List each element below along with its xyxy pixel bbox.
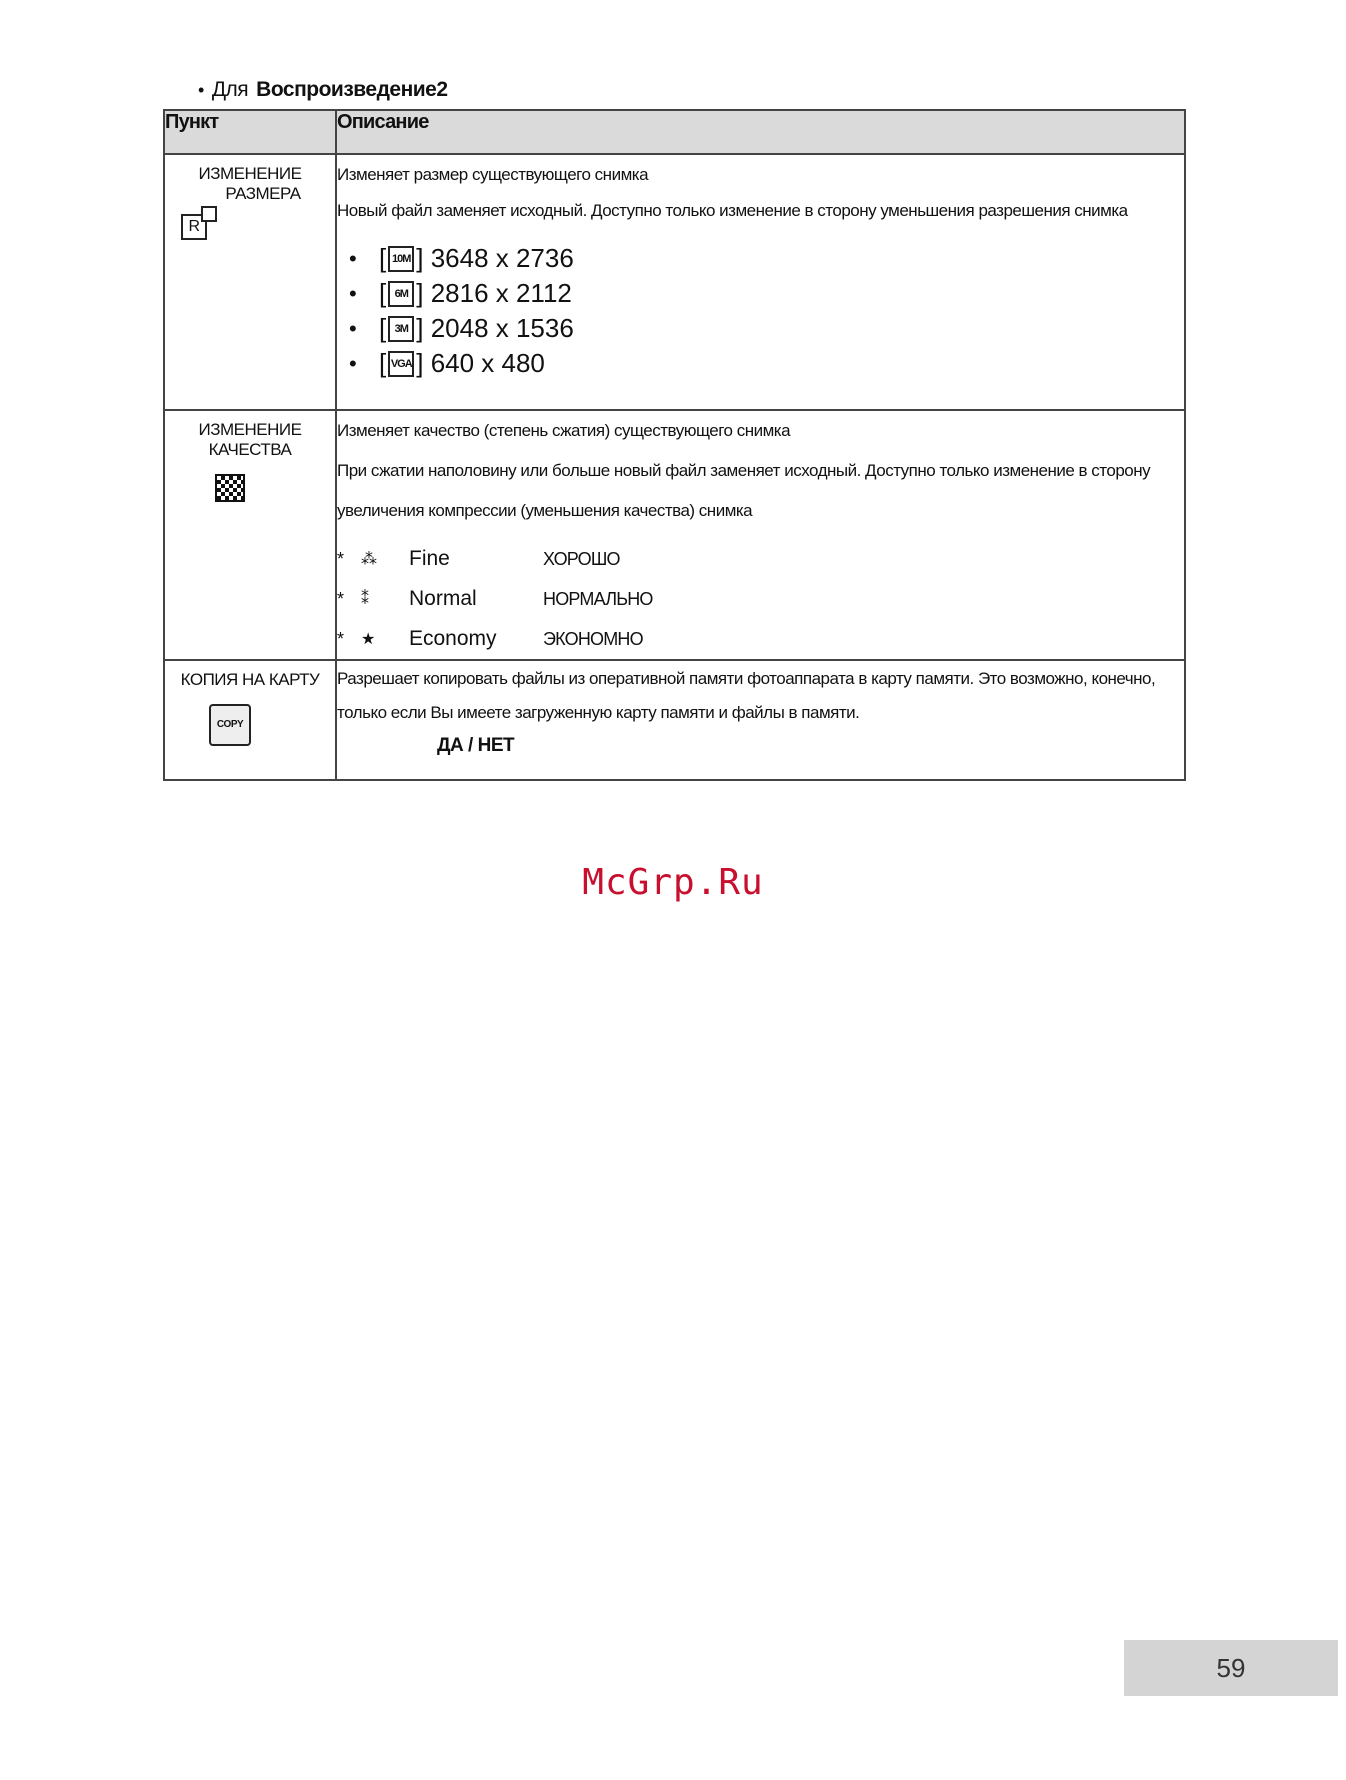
- description-text: увеличения компрессии (уменьшения качества) снимка: [337, 501, 753, 520]
- list-bullet: *: [337, 548, 344, 569]
- resize-icon: [165, 206, 335, 246]
- description-cell-copy: [336, 660, 1185, 780]
- description-text: Новый файл заменяет исходный. Доступно только изменение в сторону уменьшения разрешения снимка: [337, 201, 1128, 220]
- description-text: Изменяет качество (степень сжатия) существующего снимка: [337, 421, 791, 440]
- resolution-list: [349, 241, 1184, 381]
- quality-english-label: Fine: [409, 547, 450, 570]
- table-header-row: [164, 110, 1185, 154]
- item-name-resize: [165, 155, 335, 204]
- item-name-copy: [165, 661, 335, 690]
- resolution-3m-icon: 3M: [388, 316, 414, 342]
- header-item: Пункт: [164, 110, 336, 154]
- resolution-value: 2048 x 1536: [430, 313, 574, 343]
- playback-menu-table: [163, 109, 1186, 781]
- quality-russian-label: ХОРОШО: [543, 548, 620, 569]
- list-item: [337, 619, 1184, 659]
- resolution-value: 3648 x 2736: [430, 243, 574, 273]
- economy-star-icon: ★: [361, 631, 375, 648]
- resolution-value: 640 x 480: [430, 348, 545, 378]
- description-text: Изменяет размер существующего снимка: [337, 165, 649, 184]
- description-text: Разрешает копировать файлы из оперативной памяти фотоаппарата в карту памяти. Это возможно, конечно,: [337, 669, 1156, 688]
- item-name-quality: [165, 411, 335, 460]
- normal-star-icon: ⁑: [361, 591, 369, 608]
- resize-icon-small-frame: [201, 206, 217, 222]
- resize-icon-label: R: [181, 214, 207, 240]
- item-name-line: КОПИЯ НА КАРТУ: [180, 670, 320, 689]
- copy-to-card-icon: COPY: [209, 704, 251, 746]
- list-bullet: •: [349, 350, 357, 376]
- table-row-resize: [164, 154, 1185, 410]
- fine-star-icon: ⁂: [361, 551, 377, 568]
- resolution-value: 2816 x 2112: [430, 278, 572, 308]
- description-text: При сжатии наполовину или больше новый файл заменяет исходный. Доступно только изменение в сторону: [337, 461, 1151, 480]
- watermark: McGrp.Ru: [582, 862, 764, 903]
- description-cell-quality: [336, 410, 1185, 660]
- heading-bullet: •: [198, 79, 204, 100]
- description-cell-resize: [336, 154, 1185, 410]
- list-item: • [ 3M ] 2048 x 1536: [349, 313, 574, 343]
- quality-russian-label: ЭКОНОМНО: [543, 628, 643, 649]
- list-bullet: *: [337, 628, 344, 649]
- quality-english-label: Normal: [409, 587, 477, 610]
- list-bullet: •: [349, 245, 357, 271]
- item-name-line: ИЗМЕНЕНИЕ: [198, 164, 302, 183]
- list-bullet: •: [349, 280, 357, 306]
- resolution-6m-icon: 6M: [388, 281, 414, 307]
- heading-mode: Воспроизведение2: [256, 78, 448, 101]
- item-name-line: ИЗМЕНЕНИЕ: [198, 420, 302, 439]
- section-heading: [198, 78, 448, 102]
- resolution-vga-icon: VGA: [388, 351, 414, 377]
- list-item: • [ 10M ] 3648 x 2736: [349, 243, 574, 273]
- quality-english-label: Economy: [409, 627, 497, 650]
- table-row-copy: [164, 660, 1185, 780]
- heading-prefix: Для: [211, 78, 249, 101]
- quality-russian-label: НОРМАЛЬНО: [543, 588, 653, 609]
- item-cell-quality: [164, 410, 336, 660]
- table-row-quality: [164, 410, 1185, 660]
- list-item: • [ 6M ] 2816 x 2112: [349, 278, 572, 308]
- header-description: Описание: [336, 110, 1185, 154]
- resolution-10m-icon: 10M: [388, 246, 414, 272]
- list-bullet: •: [349, 315, 357, 341]
- description-text: только если Вы имеете загруженную карту памяти и файлы в памяти.: [337, 703, 860, 722]
- item-cell-resize: [164, 154, 336, 410]
- list-item: [337, 539, 1184, 579]
- item-name-line: КАЧЕСТВА: [208, 440, 292, 459]
- list-bullet: *: [337, 588, 344, 609]
- item-cell-copy: [164, 660, 336, 780]
- item-name-line: РАЗМЕРА: [225, 184, 301, 203]
- copy-options: ДА / НЕТ: [437, 735, 515, 756]
- page-number: 59: [1124, 1640, 1338, 1696]
- list-item: [337, 579, 1184, 619]
- list-item: • [ VGA ] 640 x 480: [349, 348, 545, 378]
- quality-checker-icon: [215, 474, 245, 502]
- quality-list: [337, 539, 1184, 659]
